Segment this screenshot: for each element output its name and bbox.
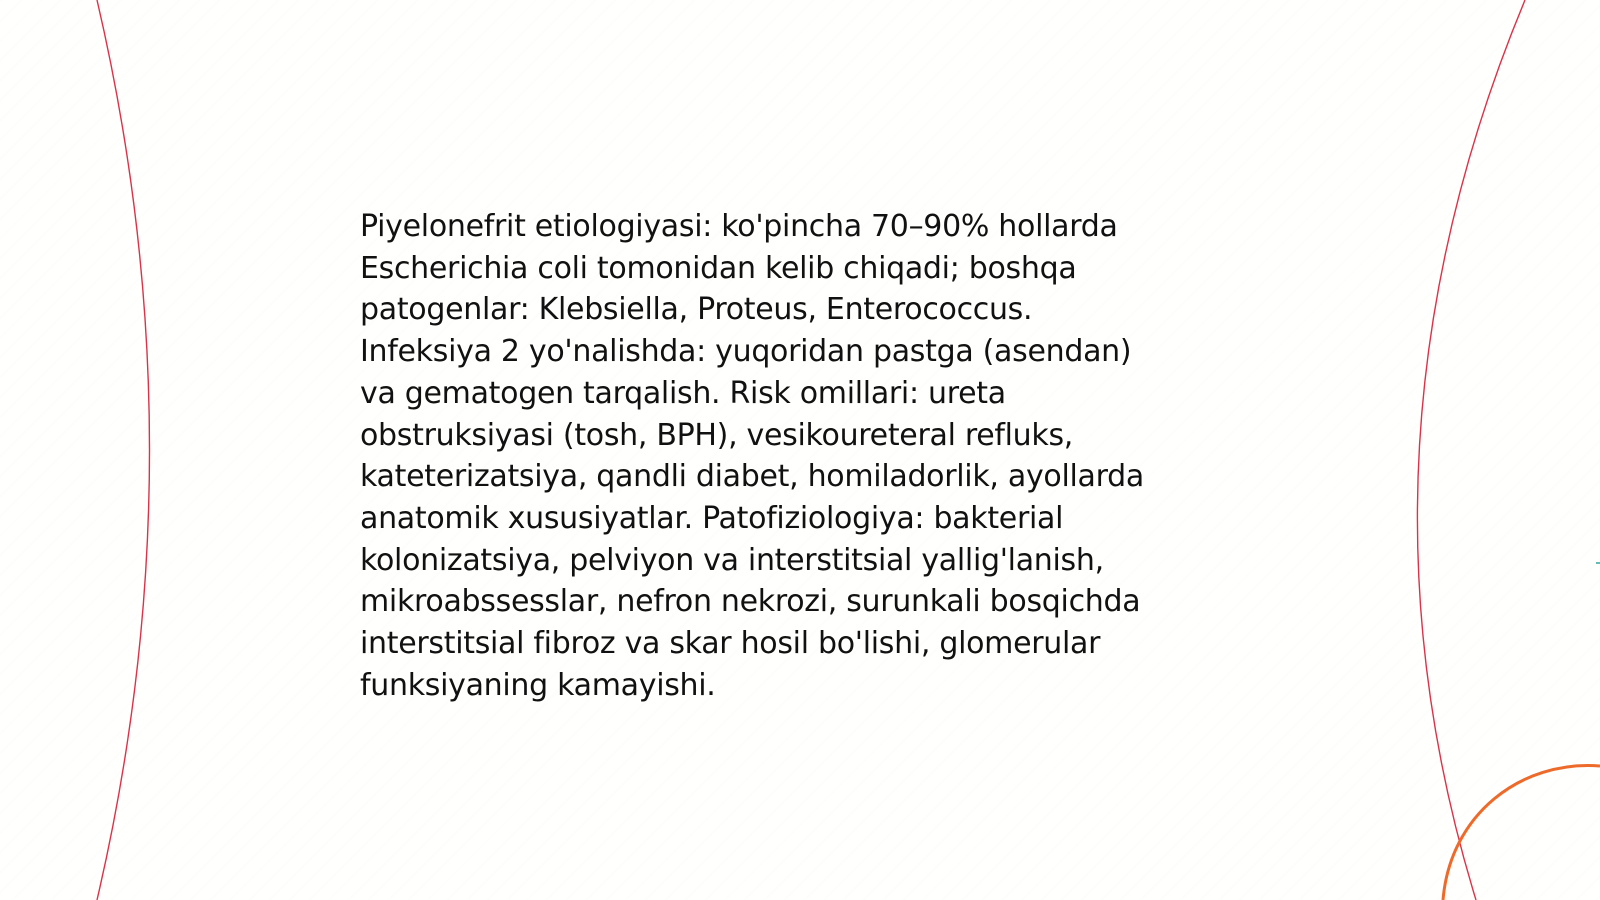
slide-body-text: Piyelonefrit etiologiyasi: ko'pincha 70–90% hollarda Escherichia coli tomonidan kelib chiqadi; boshqa patogenlar: Klebsiella, Proteus, Enterococcus. Infeksiya 2 yo'nalishda: yuqoridan pastga (asendan) va gematogen tarqalish. Risk omillari: ureta obstruksiyasi (tosh, BPH), vesikoureteral refluks, kateterizatsiya, qandli diabet, homiladorlik, ayollarda anatomik xususiyatlar. Patofiziologiya: bakterial kolonizatsiya, pelviyon va interstitsial yallig'lanish, mikroabssesslar, nefron nekrozi, surunkali bosqichda interstitsial fibroz va skar hosil bo'lishi, glomerular funksiyaning kamayishi.	[360, 209, 1144, 703]
bottom-right-orange-arc	[1443, 766, 1600, 900]
left-curve-line	[97, 0, 150, 900]
right-curve-line	[1417, 0, 1525, 900]
